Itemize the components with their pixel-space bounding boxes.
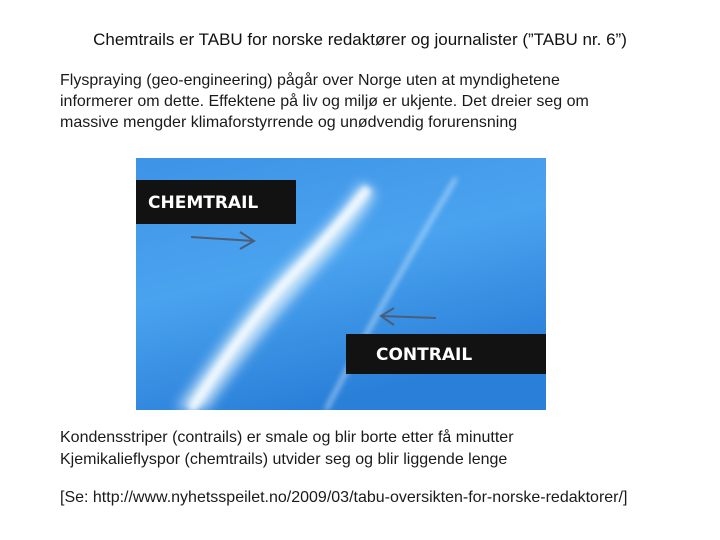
contrail-label: CONTRAIL bbox=[376, 345, 473, 365]
source-reference: [Se: http://www.nyhetsspeilet.no/2009/03/tabu-oversikten-for-norske-redaktorer/] bbox=[60, 489, 628, 506]
caption-line: Kjemikalieflyspor (chemtrails) utvider seg og blir liggende lenge bbox=[60, 451, 508, 468]
slide-title: Chemtrails er TABU for norske redaktører og journalister (”TABU nr. 6”) bbox=[93, 30, 627, 49]
sky-image bbox=[136, 158, 546, 410]
intro-line: massive mengder klimaforstyrrende og unødvendig forurensning bbox=[60, 114, 518, 131]
chemtrail-label: CHEMTRAIL bbox=[148, 193, 259, 213]
chemtrail-contrail-photo bbox=[136, 158, 546, 410]
intro-paragraph bbox=[60, 70, 620, 133]
caption-paragraph bbox=[60, 427, 660, 471]
intro-line: Flyspraying (geo-engineering) pågår over Norge uten at myndighetene bbox=[60, 72, 560, 89]
caption-line: Kondensstriper (contrails) er smale og blir borte etter få minutter bbox=[60, 429, 514, 446]
intro-line: informerer om dette. Effektene på liv og miljø er ukjente. Det dreier seg om bbox=[60, 93, 589, 110]
